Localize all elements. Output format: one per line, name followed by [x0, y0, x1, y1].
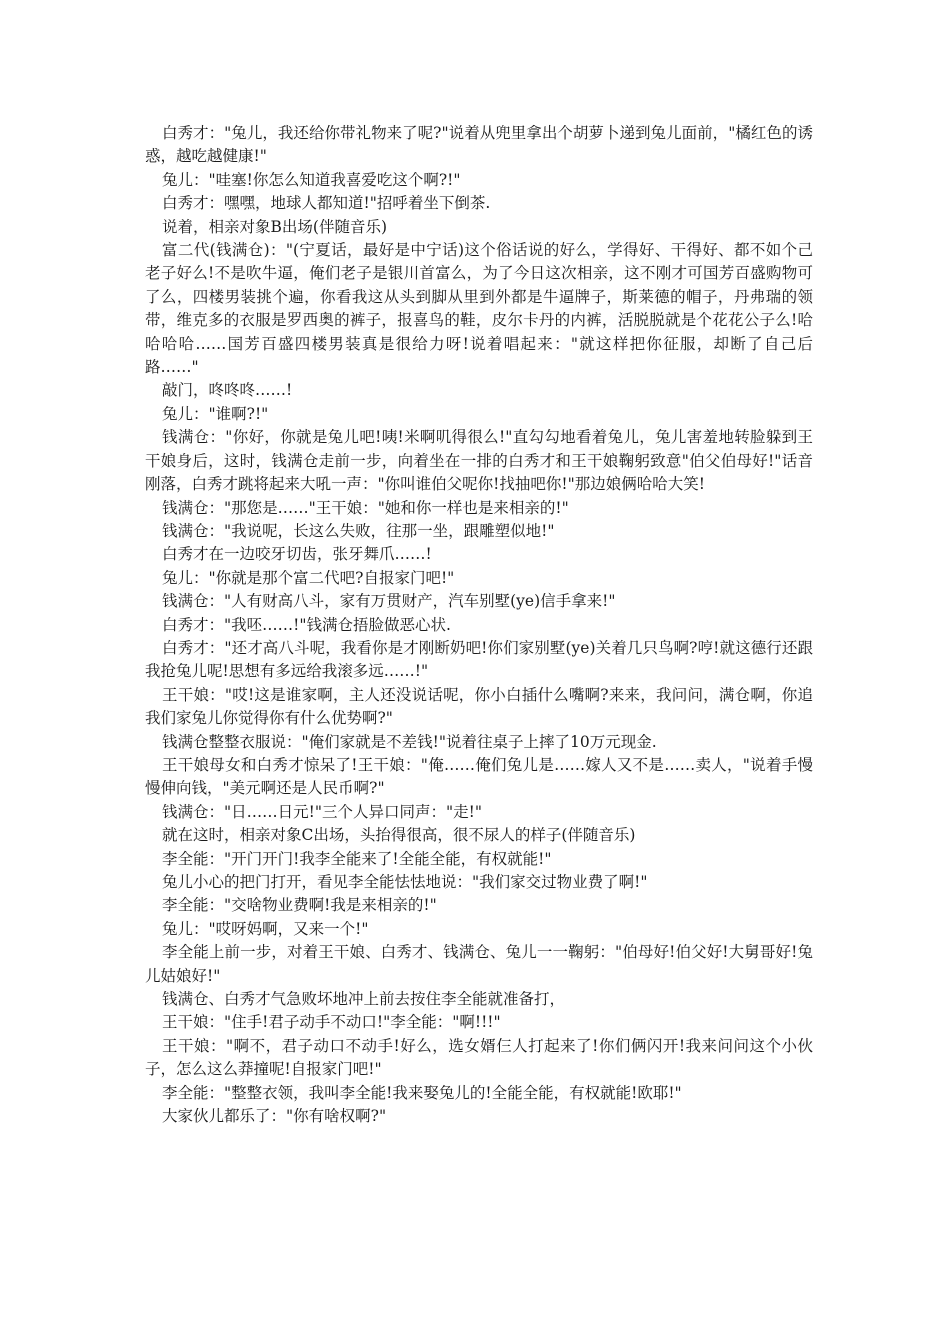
paragraph: 兔儿："哇塞!你怎么知道我喜爱吃这个啊?!" — [162, 170, 461, 189]
paragraph: 钱满仓、白秀才气急败坏地冲上前去按住李全能就准备打， — [162, 990, 566, 1009]
paragraph: 兔儿："谁啊?!" — [162, 404, 269, 423]
paragraph: 白秀才："我呸……!"钱满仓捂脸做恶心状. — [162, 615, 451, 634]
paragraph: 钱满仓："人有财高八斗，家有万贯财产，汽车别墅(ye)信手拿来!" — [162, 592, 616, 611]
paragraph: 敲门，咚咚咚……! — [162, 381, 293, 400]
paragraph: 王干娘："啊不，君子动口不动手!好么，选女婿仨人打起来了!你们俩闪开!我来问问这个小伙子，怎么这么莽撞呢!自报家门吧!" — [145, 1036, 813, 1079]
paragraph: 李全能："开门开门!我李全能来了!全能全能，有权就能!" — [162, 849, 552, 868]
paragraph: 王干娘："哎!这是谁家啊，主人还没说话呢，你小白插什么嘴啊?来来，我问问，满仓啊，你追我们家兔儿你觉得你有什么优势啊?" — [145, 685, 813, 728]
paragraph: 王干娘母女和白秀才惊呆了!王干娘："俺……俺们兔儿是……嫁人又不是……卖人，"说着手慢慢伸向钱，"美元啊还是人民币啊?" — [145, 755, 813, 798]
paragraph: 兔儿："你就是那个富二代吧?自报家门吧!" — [162, 568, 455, 587]
paragraph: 钱满仓："我说呢，长这么失败，往那一坐，跟雕塑似地!" — [162, 521, 555, 540]
paragraph: 钱满仓整整衣服说："俺们家就是不差钱!"说着往桌子上摔了10万元现金. — [162, 732, 657, 751]
document-body — [145, 122, 813, 1128]
paragraph: 兔儿："哎呀妈啊，又来一个!" — [162, 919, 369, 938]
paragraph: 就在这时，相亲对象C出场，头抬得很高，很不尿人的样子(伴随音乐) — [162, 826, 636, 845]
paragraph: 白秀才：嘿嘿，地球人都知道!"招呼着坐下倒茶. — [162, 194, 491, 213]
paragraph: 钱满仓："日……日元!"三个人异口同声："走!" — [162, 802, 482, 821]
paragraph: 白秀才："兔儿，我还给你带礼物来了呢?"说着从兜里拿出个胡萝卜递到兔儿面前，"橘红色的诱惑，越吃越健康!" — [145, 124, 813, 166]
paragraph: 王干娘："住手!君子动手不动口!"李全能："啊!!!" — [162, 1013, 501, 1032]
paragraph: 钱满仓："你好，你就是兔儿吧!咦!米啊叽得很么!"直勾勾地看着兔儿，兔儿害羞地转脸躲到王干娘身后，这时，钱满仓走前一步，向着坐在一排的白秀才和王干娘鞠躬致意"伯父伯母好!"话音刚落，白秀才跳将起来大吼一声："你叫谁伯父呢你!找抽吧你!"那边娘俩哈哈大笑! — [145, 428, 813, 494]
paragraph: 白秀才："还才高八斗呢，我看你是才刚断奶吧!你们家别墅(ye)关着几只鸟啊?哼!就这德行还跟我抢兔儿呢!思想有多远给我滚多远……!" — [145, 638, 813, 681]
paragraph: 李全能上前一步，对着王干娘、白秀才、钱满仓、兔儿一一鞠躬："伯母好!伯父好!大舅哥好!兔儿姑娘好!" — [145, 943, 813, 985]
paragraph: 兔儿小心的把门打开，看见李全能怯怯地说："我们家交过物业费了啊!" — [162, 873, 648, 891]
paragraph: 李全能："交啥物业费啊!我是来相亲的!" — [162, 896, 437, 915]
paragraph: 说着，相亲对象B出场(伴随音乐) — [162, 217, 387, 236]
paragraph: 富二代(钱满仓)："(宁夏话，最好是中宁话)这个俗话说的好么，学得好、干得好、都不如个己老子好么!不是吹牛逼，俺们老子是银川首富么，为了今日这次相亲，这不刚才可国芳百盛购物可了么，四楼男装挑个遍，你看我这从头到脚从里到外都是牛逼牌子，斯莱德的帽子，丹弗瑞的领带，维克多的衣服是罗西奥的裤子，报喜鸟的鞋，皮尔卡丹的内裤，活脱脱就是个花花公子么!哈哈哈哈……国芳百盛四楼男装真是很给力呀!说着唱起来："就这样把你征服，却断了自己后路……" — [145, 241, 813, 377]
paragraph: 白秀才在一边咬牙切齿，张牙舞爪……! — [162, 545, 432, 564]
paragraph: 大家伙儿都乐了："你有啥权啊?" — [162, 1107, 387, 1126]
paragraph: 李全能："整整衣领，我叫李全能!我来娶兔儿的!全能全能，有权就能!欧耶!" — [162, 1083, 682, 1102]
paragraph: 钱满仓："那您是……"王干娘："她和你一样也是来相亲的!" — [162, 498, 569, 517]
